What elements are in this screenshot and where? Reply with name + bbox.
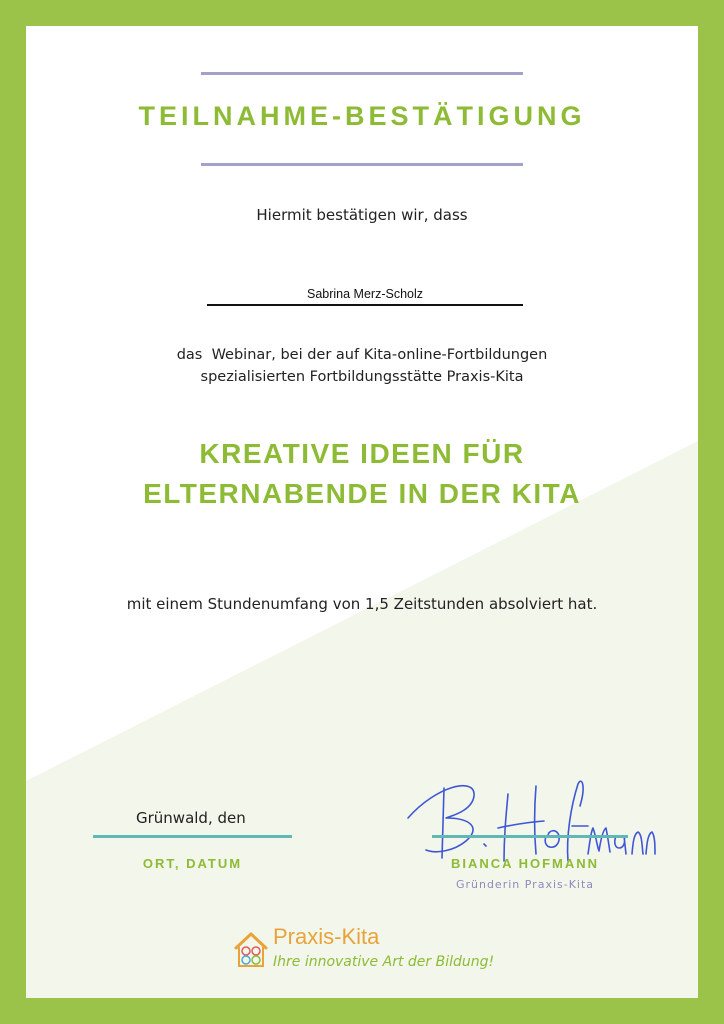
place-date-value: Grünwald, den bbox=[136, 809, 246, 827]
top-divider bbox=[201, 72, 523, 75]
title-divider bbox=[201, 163, 523, 166]
logo-tagline: Ihre innovative Art der Bildung! bbox=[273, 954, 495, 970]
certificate-title: TEILNAHME-BESTÄTIGUNG bbox=[138, 101, 586, 131]
signer-role: Gründerin Praxis-Kita bbox=[455, 878, 595, 891]
description-line-2: spezialisierten Fortbildungsstätte Praxis-Kita bbox=[200, 369, 524, 385]
recipient-name: Sabrina Merz-Scholz bbox=[306, 287, 423, 301]
description bbox=[26, 344, 698, 388]
hours-statement: mit einem Stundenumfang von 1,5 Zeitstunden absolviert hat. bbox=[126, 595, 598, 613]
logo-name: Praxis-Kita bbox=[273, 924, 380, 949]
signature-image bbox=[396, 766, 656, 866]
place-date-line bbox=[93, 835, 292, 838]
description-line-1: das Webinar, bei der auf Kita-online-Fortbildungen bbox=[176, 347, 548, 363]
course-title-line-1: KREATIVE IDEEN FÜR bbox=[199, 438, 525, 469]
course-title bbox=[26, 434, 698, 514]
course-title-line-2: ELTERNABENDE IN DER KITA bbox=[143, 478, 581, 509]
recipient-underline bbox=[207, 304, 523, 306]
intro-text: Hiermit bestätigen wir, dass bbox=[256, 206, 468, 224]
place-date-caption: ORT, DATUM bbox=[142, 856, 243, 871]
certificate-page bbox=[26, 26, 698, 998]
signature-line bbox=[432, 835, 628, 838]
signer-name: BIANCA HOFMANN bbox=[450, 856, 600, 871]
house-faces-icon bbox=[233, 930, 269, 970]
